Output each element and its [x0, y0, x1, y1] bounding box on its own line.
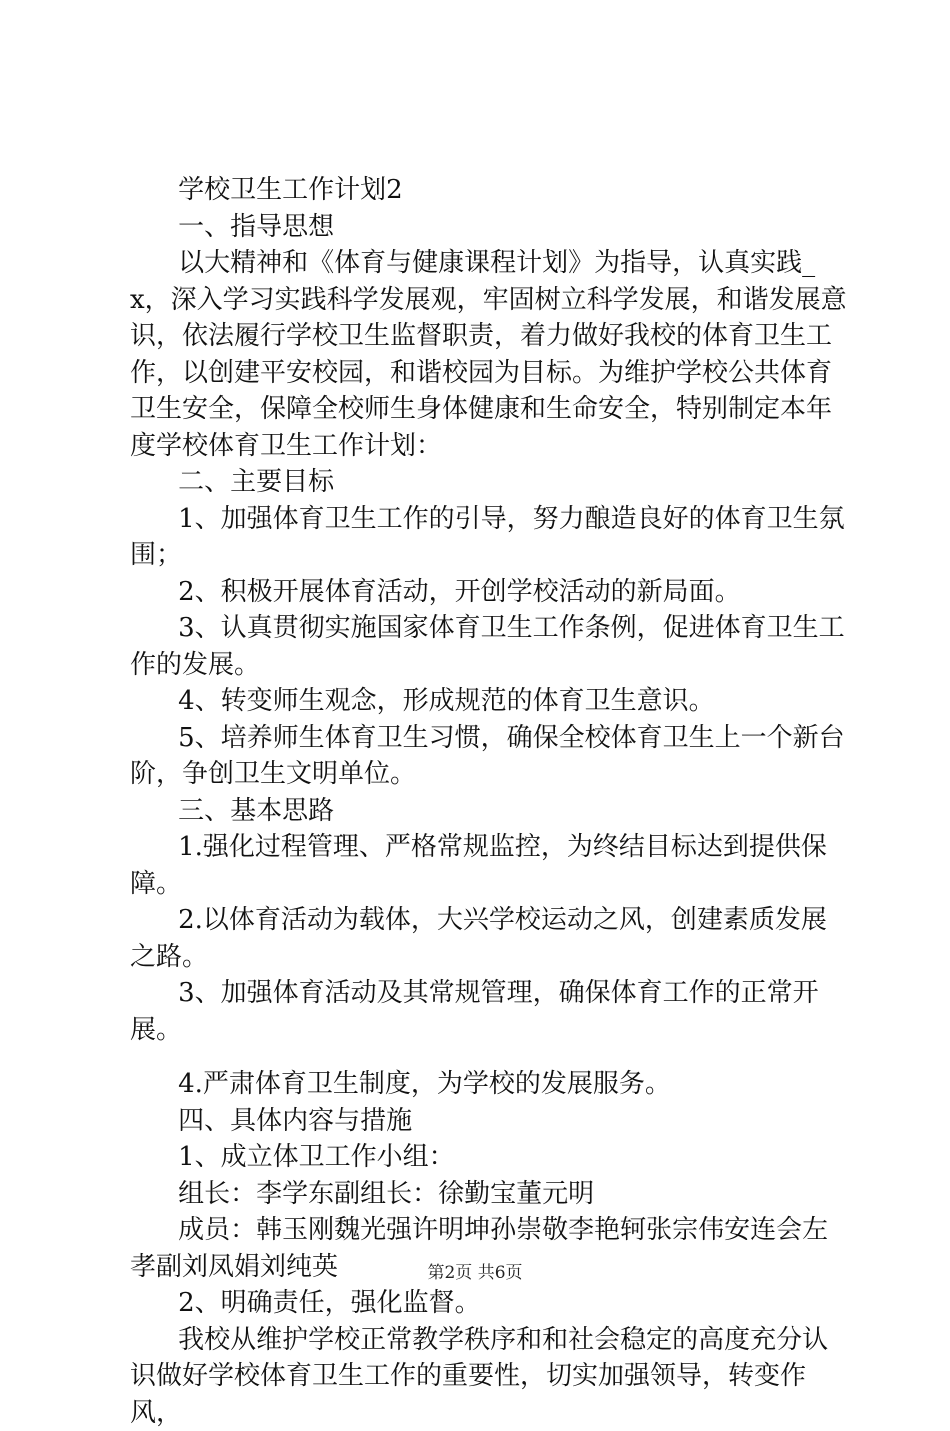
list-item: 4.严肃体育卫生制度，为学校的发展服务。: [130, 1066, 850, 1103]
paragraph: 我校从维护学校正常教学秩序和和社会稳定的高度充分认识做好学校体育卫生工作的重要性，切实加强领导，转变作风，: [130, 1322, 850, 1431]
section-heading: 三、基本思路: [130, 793, 850, 830]
list-item: 1.强化过程管理、严格常规监控，为终结目标达到提供保障。: [130, 829, 850, 902]
list-item: 4、转变师生观念，形成规范的体育卫生意识。: [130, 683, 850, 720]
list-item: 5、培养师生体育卫生习惯，确保全校体育卫生上一个新台阶，争创卫生文明单位。: [130, 720, 850, 793]
list-item: 3、加强体育活动及其常规管理，确保体育工作的正常开展。: [130, 975, 850, 1048]
list-item: 1、加强体育卫生工作的引导，努力酿造良好的体育卫生氛围；: [130, 501, 850, 574]
document-title: 学校卫生工作计划2: [130, 172, 850, 209]
page-footer: 第2页 共6页: [0, 1258, 950, 1283]
list-item: 2、积极开展体育活动，开创学校活动的新局面。: [130, 574, 850, 611]
paragraph: 组长：李学东副组长：徐勤宝董元明: [130, 1176, 850, 1213]
paragraph: 以大精神和《体育与健康课程计划》为指导，认真实践_x，深入学习实践科学发展观，牢固树立科学发展，和谐发展意识，依法履行学校卫生监督职责，着力做好我校的体育卫生工作，以创建平安校园，和谐校园为目标。为维护学校公共体育卫生安全，保障全校师生身体健康和生命安全，特别制定本年度学校体育卫生工作计划：: [130, 245, 850, 464]
section-heading: 二、主要目标: [130, 464, 850, 501]
list-item: 2、明确责任，强化监督。: [130, 1285, 850, 1322]
list-item: 3、认真贯彻实施国家体育卫生工作条例，促进体育卫生工作的发展。: [130, 610, 850, 683]
paragraph: 成员：韩玉刚魏光强许明坤孙崇敬李艳轲张宗伟安连会左孝副刘凤娟刘纯英: [130, 1212, 850, 1285]
list-item: 2.以体育活动为载体，大兴学校运动之风，创建素质发展之路。: [130, 902, 850, 975]
list-item: 1、成立体卫工作小组：: [130, 1139, 850, 1176]
section-heading: 四、具体内容与措施: [130, 1103, 850, 1140]
document-body: [130, 172, 850, 1431]
section-heading: 一、指导思想: [130, 209, 850, 246]
